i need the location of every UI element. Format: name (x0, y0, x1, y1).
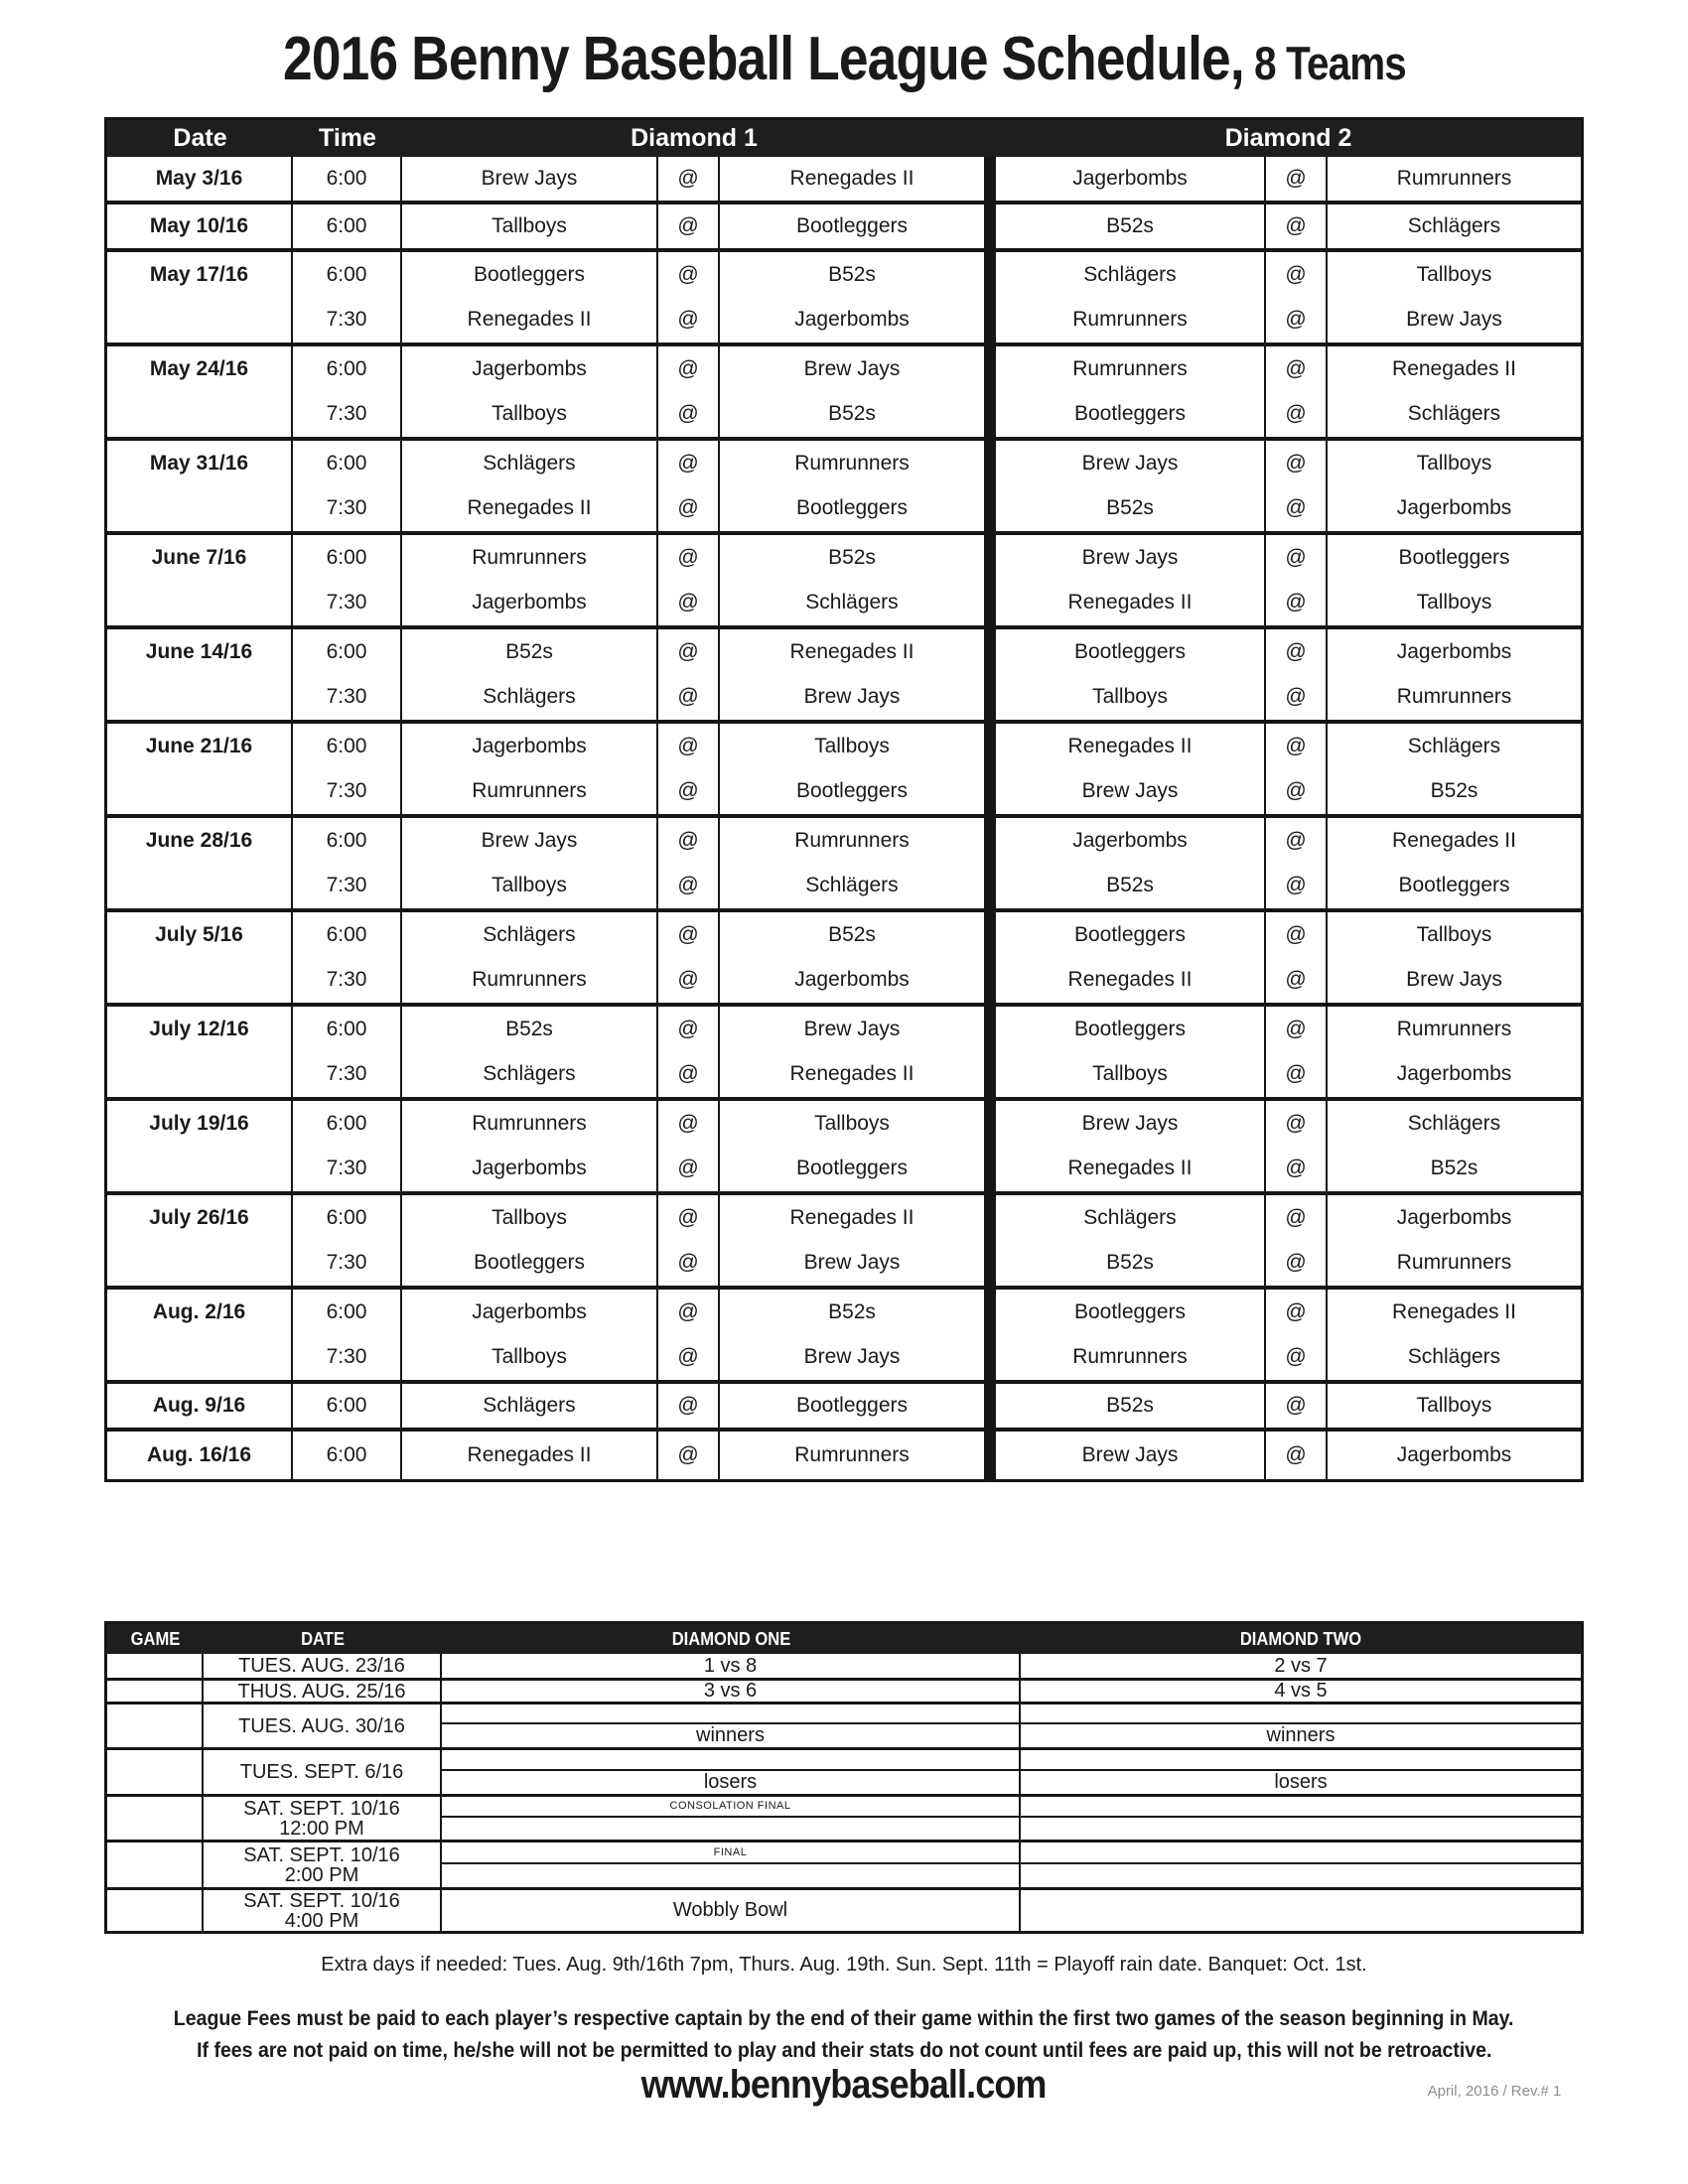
diamond1-away-cell: Renegades II Brew Jays (720, 629, 986, 720)
date-cell: May 10/16 (107, 205, 293, 248)
time-cell: 6:00 (293, 1384, 402, 1428)
playoff-game-cell (107, 1843, 204, 1887)
diamond2-away-cell: Jagerbombs (1396, 1443, 1512, 1466)
schedule-date-group (107, 629, 1581, 724)
time-cell: 6:00 7:30 (293, 724, 402, 814)
diamond2-at-cell: @ @ (1266, 724, 1328, 814)
diamond1-home-cell: Jagerbombs Tallboys (402, 1290, 658, 1380)
playoff-subrow-top (442, 1750, 1019, 1771)
playoff-diamond-two-cell (1021, 1797, 1581, 1840)
diamond2-away-cell: Jagerbombs Rumrunners (1396, 639, 1512, 709)
diamond2-home-cell: Brew Jays Renegades II (996, 535, 1266, 625)
playoff-diamond-two-cell (1021, 1705, 1581, 1747)
playoff-row (107, 1705, 1581, 1750)
diamond1-home-cell: Renegades II (402, 1432, 658, 1479)
diamond-divider (986, 1384, 996, 1428)
playoff-date-line: SAT. SEPT. 10/16 (243, 1843, 400, 1866)
diamond-divider (986, 252, 996, 342)
diamond-divider (986, 441, 996, 531)
diamond1-away-cell: Bootleggers (720, 205, 986, 248)
diamond2-home-cell: Bootleggers Tallboys (996, 1007, 1266, 1097)
playoff-subrow-top: CONSOLATION FINAL (442, 1797, 1019, 1818)
diamond1-at-cell: @ @ (658, 1290, 720, 1380)
diamond2-home-cell: Jagerbombs (996, 157, 1266, 201)
diamond1-away-cell: Rumrunners Schlägers (720, 818, 986, 908)
diamond-divider (986, 1007, 996, 1097)
date-cell: July 12/16 (107, 1007, 293, 1097)
diamond1-away-cell: Tallboys Bootleggers (720, 724, 986, 814)
diamond2-away-cell: Renegades II Bootleggers (1392, 828, 1516, 897)
diamond2-away-cell: Tallboys (1416, 1394, 1492, 1417)
time-cell: 6:00 7:30 (293, 629, 402, 720)
time-cell: 6:00 7:30 (293, 1290, 402, 1380)
schedule-date-group (107, 1007, 1581, 1101)
league-fees-note (0, 2003, 1688, 2067)
playoff-header-row (107, 1624, 1581, 1654)
page-title-suffix: 8 Teams (1243, 37, 1406, 89)
playoff-date-cell (204, 1797, 442, 1840)
playoff-date-cell (204, 1843, 442, 1887)
playoff-date-line: TUES. AUG. 30/16 (238, 1714, 405, 1737)
playoff-date-line: THUS. AUG. 25/16 (237, 1680, 406, 1703)
diamond1-at-cell: @ @ (658, 1007, 720, 1097)
diamond2-away-cell: Renegades II Schlägers (1392, 356, 1516, 426)
diamond2-home-cell: B52s (996, 205, 1266, 248)
playoff-header-date: DATE (301, 1628, 345, 1649)
playoff-row (107, 1750, 1581, 1797)
playoff-header-diamond-two: DIAMOND TWO (1239, 1628, 1362, 1649)
diamond1-home-cell: Schlägers Renegades II (402, 441, 658, 531)
time-cell: 6:00 7:30 (293, 252, 402, 342)
diamond1-away-cell: Tallboys Bootleggers (720, 1101, 986, 1191)
diamond2-home-cell: Schlägers Rumrunners (996, 252, 1266, 342)
diamond2-at-cell: @ @ (1266, 629, 1328, 720)
diamond2-away-cell: Schlägers B52s (1407, 1111, 1501, 1180)
date-cell: June 21/16 (107, 724, 293, 814)
diamond1-away-cell: B52s Brew Jays (720, 1290, 986, 1380)
playoff-date-line: TUES. AUG. 23/16 (238, 1655, 405, 1677)
date-cell: Aug. 9/16 (107, 1384, 293, 1428)
diamond1-away-cell: Renegades II Brew Jays (720, 1195, 986, 1286)
playoff-date-line: TUES. SEPT. 6/16 (239, 1761, 404, 1783)
schedule-header-time: Time (319, 124, 376, 152)
diamond1-at-cell: @ @ (658, 629, 720, 720)
diamond2-home-cell: Bootleggers Tallboys (996, 629, 1266, 720)
diamond2-at-cell: @ @ (1266, 535, 1328, 625)
diamond2-away-cell: Rumrunners (1396, 167, 1512, 190)
diamond2-away-cell: Bootleggers Tallboys (1398, 545, 1510, 614)
diamond2-away-cell: Jagerbombs Rumrunners (1396, 1205, 1512, 1275)
playoff-diamond-two-cell: 4 vs 5 (1274, 1680, 1328, 1702)
schedule-date-group (107, 1432, 1581, 1479)
playoff-date-line: SAT. SEPT. 10/16 (243, 1889, 400, 1912)
schedule-date-group (107, 818, 1581, 912)
diamond2-home-cell: Bootleggers Renegades II (996, 912, 1266, 1003)
playoff-subrow-bottom (1021, 1818, 1581, 1840)
diamond2-home-cell: Rumrunners Bootleggers (996, 346, 1266, 437)
diamond-divider (986, 157, 996, 201)
diamond1-away-cell: B52s Schlägers (720, 535, 986, 625)
playoff-subrow-top (1021, 1843, 1581, 1864)
diamond2-home-cell: Jagerbombs B52s (996, 818, 1266, 908)
schedule-date-group (107, 1290, 1581, 1384)
schedule-header-row (107, 120, 1581, 157)
playoff-subrow-top (442, 1705, 1019, 1725)
diamond1-home-cell: Brew Jays (402, 157, 658, 201)
diamond2-away-cell: Schlägers (1407, 214, 1501, 237)
diamond1-at-cell: @ (658, 157, 720, 201)
date-cell: July 19/16 (107, 1101, 293, 1191)
diamond-divider (986, 1195, 996, 1286)
date-cell: Aug. 2/16 (107, 1290, 293, 1380)
diamond1-at-cell: @ @ (658, 535, 720, 625)
diamond1-home-cell: Rumrunners Jagerbombs (402, 535, 658, 625)
diamond2-home-cell: Brew Jays (996, 1432, 1266, 1479)
diamond-divider (986, 818, 996, 908)
playoff-game-cell (107, 1890, 204, 1931)
schedule-body (107, 157, 1581, 1479)
diamond2-at-cell: @ (1266, 205, 1328, 248)
diamond1-at-cell: @ @ (658, 1101, 720, 1191)
diamond2-at-cell: @ @ (1266, 252, 1328, 342)
diamond-divider (986, 535, 996, 625)
diamond-divider (986, 724, 996, 814)
revision-note: April, 2016 / Rev.# 1 (1427, 2083, 1562, 2100)
date-cell: July 5/16 (107, 912, 293, 1003)
playoff-date-line: 12:00 PM (279, 1817, 364, 1840)
schedule-date-group (107, 724, 1581, 818)
diamond1-home-cell: Schlägers Rumrunners (402, 912, 658, 1003)
date-cell: June 28/16 (107, 818, 293, 908)
playoff-game-cell (107, 1797, 204, 1840)
page-title-main: 2016 Benny Baseball League Schedule, (282, 25, 1244, 93)
diamond1-away-cell: Rumrunners Bootleggers (720, 441, 986, 531)
playoff-date-line: SAT. SEPT. 10/16 (243, 1797, 400, 1820)
diamond2-home-cell: Brew Jays Renegades II (996, 1101, 1266, 1191)
time-cell: 6:00 7:30 (293, 441, 402, 531)
playoff-date-cell (204, 1890, 442, 1931)
diamond1-home-cell: Jagerbombs Rumrunners (402, 724, 658, 814)
league-fees-line2: If fees are not paid on time, he/she will not be permitted to play and their stats do not count until fees are paid up, this will not be retroactive. (196, 2039, 1492, 2062)
playoff-game-cell (107, 1705, 204, 1747)
diamond1-away-cell: B52s Jagerbombs (720, 912, 986, 1003)
date-cell: May 3/16 (107, 157, 293, 201)
playoff-game-cell (107, 1654, 204, 1678)
diamond1-away-cell: B52s Jagerbombs (720, 252, 986, 342)
time-cell: 6:00 7:30 (293, 1007, 402, 1097)
time-cell: 6:00 7:30 (293, 346, 402, 437)
schedule-date-group (107, 912, 1581, 1007)
diamond1-at-cell: @ @ (658, 912, 720, 1003)
diamond1-at-cell: @ @ (658, 346, 720, 437)
diamond1-home-cell: B52s Schlägers (402, 629, 658, 720)
date-cell: May 17/16 (107, 252, 293, 342)
playoff-subrow-bottom: losers (1274, 1771, 1328, 1794)
diamond2-home-cell: B52s (996, 1384, 1266, 1428)
playoff-diamond-one-cell: Wobbly Bowl (442, 1890, 1021, 1931)
playoff-row (107, 1654, 1581, 1681)
diamond2-away-cell: Rumrunners Jagerbombs (1396, 1017, 1512, 1086)
date-cell: June 14/16 (107, 629, 293, 720)
diamond2-at-cell: @ @ (1266, 1101, 1328, 1191)
diamond1-home-cell: Rumrunners Jagerbombs (402, 1101, 658, 1191)
playoff-table (104, 1621, 1584, 1934)
time-cell: 6:00 (293, 205, 402, 248)
schedule-table (104, 117, 1584, 1482)
diamond1-home-cell: Schlägers (402, 1384, 658, 1428)
schedule-date-group (107, 441, 1581, 535)
playoff-subrow-bottom (442, 1864, 1019, 1887)
time-cell: 6:00 7:30 (293, 912, 402, 1003)
playoff-diamond-two-cell: 2 vs 7 (1274, 1654, 1328, 1677)
diamond2-at-cell: @ @ (1266, 346, 1328, 437)
date-cell: May 24/16 (107, 346, 293, 437)
schedule-date-group (107, 535, 1581, 629)
playoff-date-cell (204, 1750, 442, 1794)
diamond2-at-cell: @ @ (1266, 1195, 1328, 1286)
diamond2-home-cell: Bootleggers Rumrunners (996, 1290, 1266, 1380)
time-cell: 6:00 7:30 (293, 1195, 402, 1286)
diamond2-at-cell: @ @ (1266, 818, 1328, 908)
playoff-diamond-two-cell (1021, 1843, 1581, 1887)
diamond1-away-cell: Brew Jays B52s (720, 346, 986, 437)
diamond1-away-cell: Bootleggers (720, 1384, 986, 1428)
diamond-divider (986, 1432, 996, 1479)
playoff-diamond-one-cell (442, 1797, 1021, 1840)
playoff-subrow-bottom (1021, 1864, 1581, 1887)
diamond1-away-cell: Brew Jays Renegades II (720, 1007, 986, 1097)
diamond2-home-cell: Schlägers B52s (996, 1195, 1266, 1286)
diamond2-away-cell: Schlägers B52s (1407, 734, 1501, 803)
diamond2-home-cell: Renegades II Brew Jays (996, 724, 1266, 814)
diamond1-home-cell: Jagerbombs Tallboys (402, 346, 658, 437)
playoff-subrow-top (1021, 1797, 1581, 1818)
diamond2-at-cell: @ (1266, 157, 1328, 201)
diamond1-away-cell: Renegades II (720, 157, 986, 201)
diamond2-at-cell: @ @ (1266, 912, 1328, 1003)
playoff-body (107, 1654, 1581, 1931)
diamond2-at-cell: @ (1266, 1384, 1328, 1428)
schedule-header-diamond1: Diamond 1 (631, 124, 758, 152)
playoff-diamond-two-cell (1021, 1890, 1581, 1931)
extra-days-note: Extra days if needed: Tues. Aug. 9th/16th 7pm, Thurs. Aug. 19th. Sun. Sept. 11th = Playoff rain date. Banquet: Oct. 1st. (321, 1954, 1367, 1976)
playoff-subrow-top (1021, 1750, 1581, 1771)
time-cell: 6:00 7:30 (293, 1101, 402, 1191)
diamond1-at-cell: @ (658, 1432, 720, 1479)
date-cell: Aug. 16/16 (107, 1432, 293, 1479)
diamond1-at-cell: @ (658, 1384, 720, 1428)
diamond2-away-cell: Tallboys Brew Jays (1406, 262, 1502, 332)
diamond-divider (986, 629, 996, 720)
playoff-subrow-bottom: losers (703, 1771, 758, 1794)
playoff-date-line: 4:00 PM (284, 1909, 359, 1932)
playoff-subrow-top: FINAL (442, 1843, 1019, 1864)
date-cell: June 7/16 (107, 535, 293, 625)
playoff-row (107, 1681, 1581, 1705)
schedule-date-group (107, 205, 1581, 252)
diamond1-at-cell: @ @ (658, 252, 720, 342)
diamond2-at-cell: @ (1266, 1432, 1328, 1479)
playoff-row (107, 1843, 1581, 1890)
time-cell: 6:00 7:30 (293, 818, 402, 908)
date-cell: May 31/16 (107, 441, 293, 531)
playoff-date-cell (204, 1681, 442, 1702)
schedule-date-group (107, 1101, 1581, 1195)
diamond-divider (986, 346, 996, 437)
time-cell: 6:00 (293, 157, 402, 201)
diamond2-away-cell: Tallboys Jagerbombs (1396, 451, 1512, 520)
playoff-diamond-two-cell (1021, 1750, 1581, 1794)
diamond1-at-cell: @ @ (658, 724, 720, 814)
playoff-subrow-bottom: winners (696, 1724, 765, 1747)
schedule-date-group (107, 252, 1581, 346)
date-cell: July 26/16 (107, 1195, 293, 1286)
playoff-subrow-top (1021, 1705, 1581, 1725)
diamond1-at-cell: @ @ (658, 1195, 720, 1286)
playoff-date-cell (204, 1654, 442, 1678)
schedule-header-diamond2: Diamond 2 (1224, 124, 1352, 152)
time-cell: 6:00 (293, 1432, 402, 1479)
playoff-row (107, 1890, 1581, 1931)
playoff-diamond-one-cell (442, 1705, 1021, 1747)
league-fees-line1: League Fees must be paid to each player’s respective captain by the end of their game within the first two games of the season beginning in May. (174, 2007, 1514, 2030)
diamond1-at-cell: @ @ (658, 441, 720, 531)
diamond-divider (986, 1101, 996, 1191)
diamond2-at-cell: @ @ (1266, 1007, 1328, 1097)
schedule-date-group (107, 157, 1581, 205)
diamond2-at-cell: @ @ (1266, 1290, 1328, 1380)
playoff-diamond-one-cell: 3 vs 6 (442, 1681, 1021, 1702)
diamond-divider (986, 1290, 996, 1380)
diamond2-away-cell: Renegades II Schlägers (1392, 1299, 1516, 1369)
diamond1-home-cell: Tallboys (402, 205, 658, 248)
diamond1-at-cell: @ @ (658, 818, 720, 908)
diamond1-home-cell: Tallboys Bootleggers (402, 1195, 658, 1286)
website-url: www.bennybaseball.com (641, 2063, 1047, 2107)
playoff-subrow-bottom: winners (1266, 1724, 1336, 1747)
playoff-row (107, 1797, 1581, 1843)
playoff-diamond-one-cell (442, 1843, 1021, 1887)
playoff-header-diamond-one: DIAMOND ONE (671, 1628, 791, 1649)
playoff-date-cell (204, 1705, 442, 1747)
playoff-date-line: 2:00 PM (284, 1863, 359, 1886)
schedule-date-group (107, 346, 1581, 441)
playoff-subrow-bottom (442, 1818, 1019, 1840)
page-title (0, 24, 1688, 94)
diamond1-home-cell: B52s Schlägers (402, 1007, 658, 1097)
diamond1-home-cell: Bootleggers Renegades II (402, 252, 658, 342)
diamond-divider (986, 912, 996, 1003)
diamond2-away-cell: Tallboys Brew Jays (1406, 922, 1502, 992)
diamond2-home-cell: Brew Jays B52s (996, 441, 1266, 531)
diamond2-at-cell: @ @ (1266, 441, 1328, 531)
schedule-header-date: Date (173, 124, 227, 152)
diamond-divider (986, 205, 996, 248)
time-cell: 6:00 7:30 (293, 535, 402, 625)
playoff-diamond-one-cell (442, 1750, 1021, 1794)
diamond1-at-cell: @ (658, 205, 720, 248)
schedule-date-group (107, 1384, 1581, 1432)
diamond1-home-cell: Brew Jays Tallboys (402, 818, 658, 908)
diamond1-away-cell: Rumrunners (720, 1432, 986, 1479)
playoff-header-game: GAME (130, 1628, 181, 1649)
playoff-game-cell (107, 1750, 204, 1794)
schedule-date-group (107, 1195, 1581, 1290)
playoff-game-cell (107, 1681, 204, 1702)
playoff-diamond-one-cell: 1 vs 8 (442, 1654, 1021, 1678)
